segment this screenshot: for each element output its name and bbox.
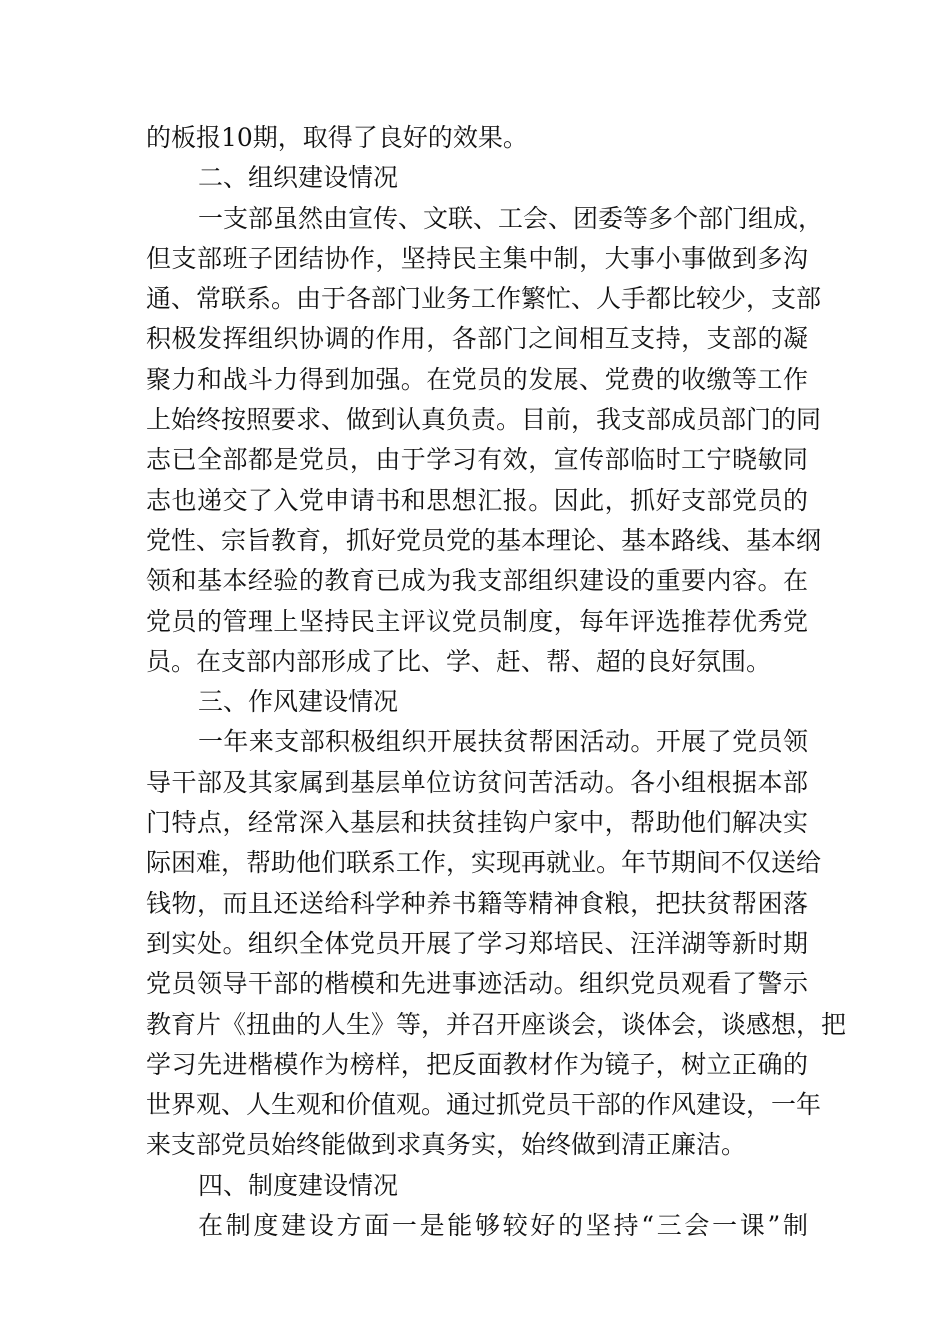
text-line: 党员的管理上坚持民主评议党员制度，每年评选推荐优秀党	[146, 606, 808, 636]
text-line: 到实处。组织全体党员开展了学习郑培民、汪洋湖等新时期	[146, 928, 808, 958]
body-text	[146, 118, 847, 1246]
text-line: 学习先进楷模作为榜样，把反面教材作为镜子，树立正确的	[146, 1049, 808, 1079]
text-line: 志已全部都是党员，由于学习有效，宣传部临时工宁晓敏同	[146, 445, 808, 475]
text-line: 导干部及其家属到基层单位访贫问苦活动。各小组根据本部	[146, 767, 808, 797]
text-line: 志也递交了入党申请书和思想汇报。因此，抓好支部党员的	[146, 485, 808, 515]
text-line: 员。在支部内部形成了比、学、赶、帮、超的良好氛围。	[146, 646, 772, 676]
section-heading-work-style: 三、作风建设情况	[198, 687, 399, 717]
text-line: 门特点，经常深入基层和扶贫挂钩户家中，帮助他们解决实	[146, 808, 808, 838]
section-heading-system: 四、制度建设情况	[198, 1170, 399, 1200]
text-line: 通、常联系。由于各部门业务工作繁忙、人手都比较少，支部	[146, 284, 822, 314]
text-line: 党员领导干部的楷模和先进事迹活动。组织党员观看了警示	[146, 969, 808, 999]
text-line: 但支部班子团结协作，坚持民主集中制，大事小事做到多沟	[146, 243, 808, 273]
text-line: 积极发挥组织协调的作用，各部门之间相互支持，支部的凝	[146, 324, 808, 354]
text-line: 聚力和战斗力得到加强。在党员的发展、党费的收缴等工作	[146, 364, 808, 394]
text-line: 的板报10期，取得了良好的效果。	[146, 123, 528, 152]
text-line: 在制度建设方面一是能够较好的坚持“三会一课”制	[198, 1211, 808, 1241]
text-line: 党性、宗旨教育，抓好党员党的基本理论、基本路线、基本纲	[146, 525, 822, 555]
section-heading-organization: 二、组织建设情况	[198, 163, 399, 193]
text-line: 一年来支部积极组织开展扶贫帮困活动。开展了党员领	[198, 727, 808, 757]
text-line: 一支部虽然由宣传、文联、工会、团委等多个部门组成，	[198, 203, 824, 233]
text-line: 际困难，帮助他们联系工作，实现再就业。年节期间不仅送给	[146, 848, 822, 878]
text-line: 世界观、人生观和价值观。通过抓党员干部的作风建设，一年	[146, 1090, 822, 1120]
text-line: 领和基本经验的教育已成为我支部组织建设的重要内容。在	[146, 566, 808, 596]
text-line: 来支部党员始终能做到求真务实，始终做到清正廉洁。	[146, 1130, 747, 1160]
text-line: 钱物，而且还送给科学种养书籍等精神食粮，把扶贫帮困落	[146, 888, 808, 918]
text-line: 教育片《扭曲的人生》等，并召开座谈会，谈体会，谈感想，把	[146, 1009, 847, 1039]
text-line: 上始终按照要求、做到认真负责。目前，我支部成员部门的同	[146, 405, 822, 435]
